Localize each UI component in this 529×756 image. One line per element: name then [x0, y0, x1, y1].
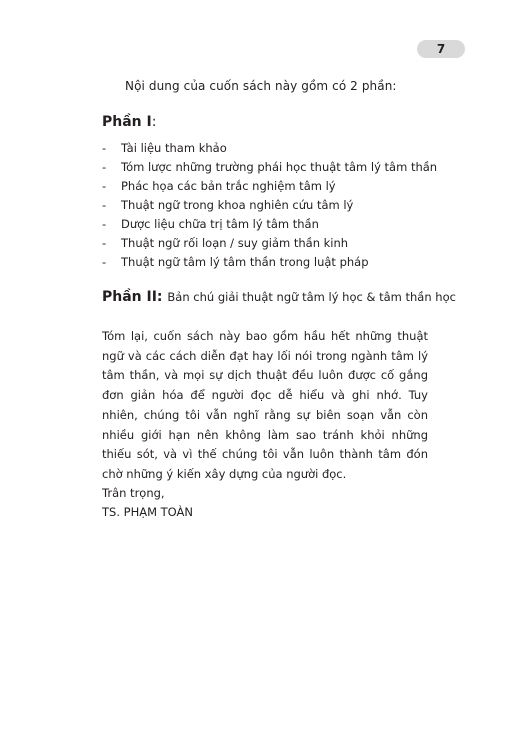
list-item	[102, 158, 437, 177]
list-item	[102, 215, 437, 234]
list-item	[102, 139, 437, 158]
bullet-dash: -	[102, 198, 107, 212]
list-item-text: Tài liệu tham khảo	[121, 141, 227, 155]
list-item	[102, 196, 437, 215]
list-item-text: Thuật ngữ tâm lý tâm thần trong luật pháp	[121, 255, 369, 269]
list-item-text: Phác họa các bản trắc nghiệm tâm lý	[121, 179, 336, 193]
summary-paragraph: Tóm lại, cuốn sách này bao gồm hầu hết những thuật ngữ và các cách diễn đạt hay lối nói trong ngành tâm lý tâm thần, và mọi sự dịch thuật đều luôn được cố gắng đơn giản hóa để người đọc dễ hiểu và ghi nhớ. Tuy nhiên, chúng tôi vẫn nghĩ rằng sự biên soạn vẫn còn nhiều giới hạn nên không làm sao tránh khỏi những thiếu sót, và vì thế chúng tôi vẫn luôn thành tâm đón chờ những ý kiến xây dựng của người đọc.	[102, 329, 428, 481]
part-1-heading	[102, 114, 156, 130]
part-1-list	[102, 139, 437, 272]
bullet-dash: -	[102, 236, 107, 250]
list-item-text: Thuật ngữ trong khoa nghiên cứu tâm lý	[121, 198, 354, 212]
part-2-description: Bản chú giải thuật ngữ tâm lý học & tâm thần học	[167, 290, 456, 304]
list-item-text: Tóm lược những trường phái học thuật tâm lý tâm thần	[121, 160, 438, 174]
part-2-title: Phần II:	[102, 289, 163, 305]
list-item	[102, 234, 437, 253]
part-2-heading	[102, 289, 456, 305]
intro-text: Nội dung của cuốn sách này gồm có 2 phần:	[125, 79, 397, 93]
bullet-dash: -	[102, 141, 107, 155]
signature-name: TS. PHẠM TOÀN	[102, 505, 194, 519]
page-number-badge: 7	[417, 40, 465, 58]
list-item	[102, 177, 437, 196]
part-1-title: Phần I	[102, 114, 152, 130]
bullet-dash: -	[102, 160, 107, 174]
bullet-dash: -	[102, 179, 107, 193]
bullet-dash: -	[102, 217, 107, 231]
closing-text: Trân trọng,	[102, 486, 165, 500]
list-item-text: Dược liệu chữa trị tâm lý tâm thần	[121, 217, 319, 231]
bullet-dash: -	[102, 255, 107, 269]
list-item-text: Thuật ngữ rối loạn / suy giảm thần kinh	[121, 236, 349, 250]
list-item	[102, 253, 437, 272]
part-1-colon: :	[151, 114, 157, 130]
